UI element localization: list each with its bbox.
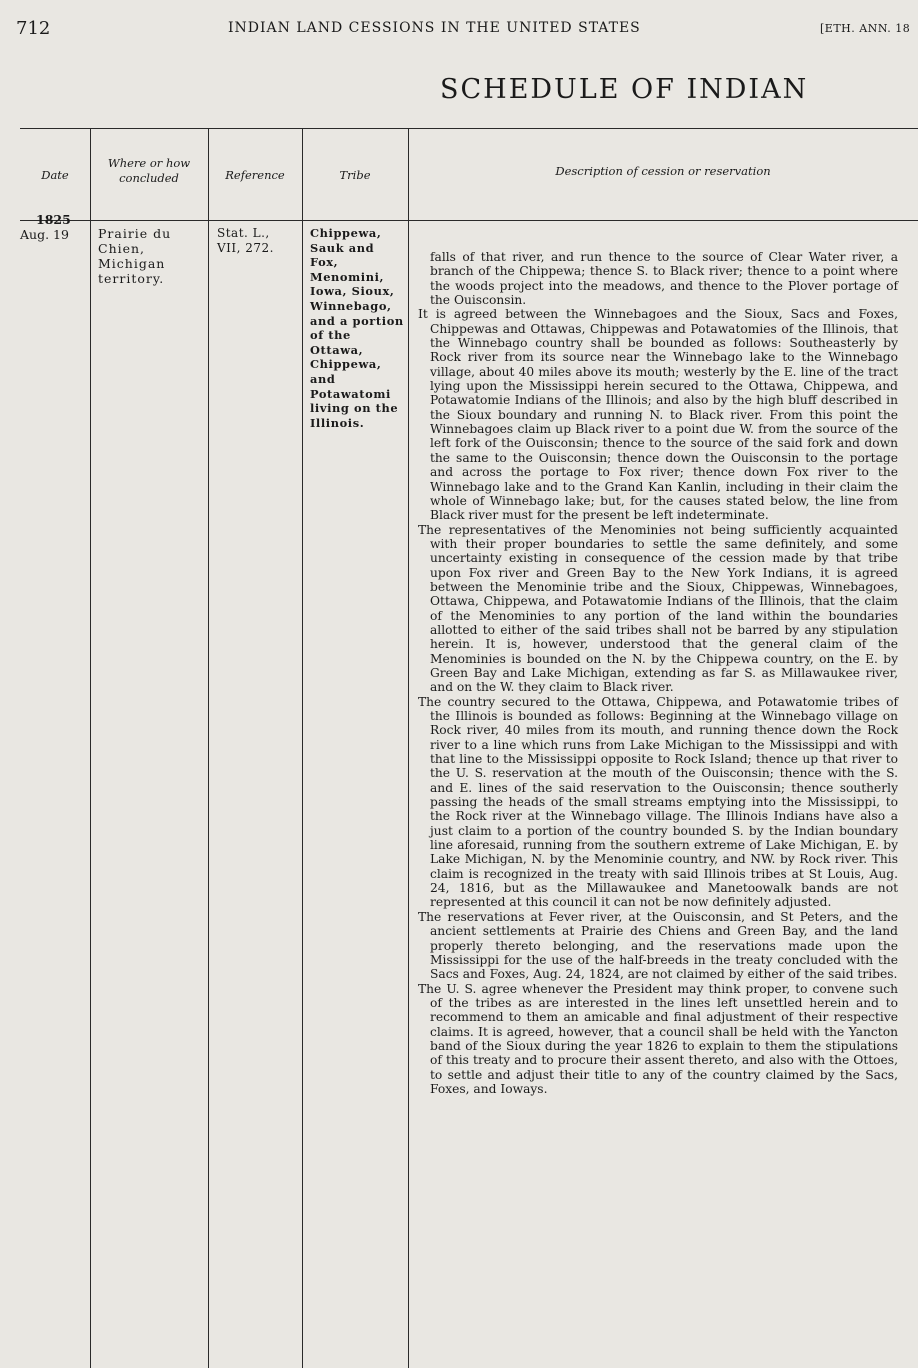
description-paragraph: falls of that river, and run thence to the source of Clear Water river, a branch of the Chippewa; thence S. to Black river; thence to a point where the woods project into the meadows, and thence to the Plover portage of the Ouisconsin. [430,250,898,308]
column-header-where: Where or how concluded [107,156,191,185]
column-divider [408,128,409,1368]
column-divider [302,128,303,1368]
entry-tribe: Chippewa, Sauk and Fox, Menomini, Iowa, Sioux, Winnebago, and a portion of the Ottawa, Chippewa, and Potawatomi living on the Illinois. [310,226,404,430]
description-paragraph: The country secured to the Ottawa, Chippewa, and Potawatomie tribes of the Illinois is bounded as follows: Beginning at the Winnebago village on Rock river, 40 miles from its mouth, and running thence down the Rock river to a line which runs from Lake Michigan to the Mississippi and with that line to the Mississippi opposite to Rock Island; thence up that river to the U. S. reservation at the mouth of the Ouisconsin; thence with the S. and E. lines of the said reservation to the Ouisconsin; thence southerly passing the heads of the small streams emptying into the Mississippi, to the Rock river at the Winnebago village. The Illinois Indians have also a just claim to a portion of the country bounded S. by the Indian boundary line aforesaid, running from the southern extreme of Lake Michigan, E. by Lake Michigan, N. by the Menominie country, and NW. by Rock river. This claim is recognized in the treaty with said Illinois tribes at St Louis, Aug. 24, 1816, but as the Millawaukee and Manetoowalk bands are not represented at this council it can not be now definitely adjusted. [418,694,898,910]
entry-year: 1825 [36,212,71,227]
schedule-title: SCHEDULE OF INDIAN [440,74,809,105]
column-header-reference: Reference [225,168,285,182]
entry-date: Aug. 19 [20,227,69,242]
running-head-right: [ETH. ANN. 18 [820,22,911,35]
column-header-date: Date [41,168,69,182]
entry-reference: Stat. L., VII, 272. [217,226,274,255]
header-bottom-rule [20,220,918,221]
table-top-rule [20,128,918,129]
description-paragraph: The reservations at Fever river, at the Ouisconsin, and St Peters, and the ancient settlements at Prairie des Chiens and Green Bay, and the land properly thereto belonging, and the reservations made upon the Mississippi for the use of the half-breeds in the treaty concluded with the Sacs and Foxes, Aug. 24, 1824, are not claimed by either of the said tribes. [418,909,898,982]
schedule-table [20,128,918,1368]
column-header-tribe: Tribe [339,168,371,182]
column-divider [208,128,209,1368]
description-paragraph: The representatives of the Menominies not being sufficiently acquainted with their proper boundaries to settle the same definitely, and some uncertainty existing in consequence of the cession made by that tribe upon Fox river and Green Bay to the New York Indians, it is agreed between the Menominie tribe and the Sioux, Chippewas, Winnebagoes, Ottawa, Chippewa, and Potawatomie Indians of the Illinois, that the claim of the Menominies to any portion of the land within the boundaries allotted to either of the said tribes shall not be barred by any stipulation herein. It is, however, understood that the general claim of the Menominies is bounded on the N. by the Chippewa country, on the E. by Green Bay and Lake Michigan, extending as far S. as Millawaukee river, and on the W. they claim to Black river. [418,522,898,695]
page-number: 712 [16,18,51,39]
column-divider [90,128,91,1368]
entry-place: Prairie du Chien, Michigan territory. [98,226,172,286]
column-header-description: Description of cession or reservation [555,164,771,178]
running-head [0,18,918,40]
entry-description [418,250,898,1096]
description-paragraph: The U. S. agree whenever the President may think proper, to convene such of the tribes as are interested in the lines left unsettled herein and to recommend to them an amicable and final adjustment of their respective claims. It is agreed, however, that a council shall be held with the Yancton band of the Sioux during the year 1826 to explain to them the stipulations of this treaty and to procure their assent thereto, and also with the Ottoes, to settle and adjust their title to any of the country claimed by the Sacs, Foxes, and Ioways. [418,981,898,1096]
running-title: INDIAN LAND CESSIONS IN THE UNITED STATES [228,20,641,36]
description-paragraph: It is agreed between the Winnebagoes and the Sioux, Sacs and Foxes, Chippewas and Ottawas, Chippewas and Potawatomies of the Illinois, that the Winnebago country shall be bounded as follows: Southeasterly by Rock river from its source near the Winnebago lake to the Winnebago village, about 40 miles above its mouth; westerly by the E. line of the tract lying upon the Mississippi herein secured to the Ottawa, Chippewa, and Potawatomie Indians of the Illinois; and also by the high bluff described in the Sioux boundary and running N. to Black river. From this point the Winnebagoes claim up Black river to a point due W. from the source of the left fork of the Ouisconsin; thence to the source of the said fork and down the same to the Ouisconsin; thence down the Ouisconsin to the portage and across the portage to Fox river; thence down Fox river to the Winnebago lake and to the Grand Kan Kanlin, including in their claim the whole of Winnebago lake; but, for the causes stated below, the line from Black river must for the present be left indeterminate. [418,307,898,523]
